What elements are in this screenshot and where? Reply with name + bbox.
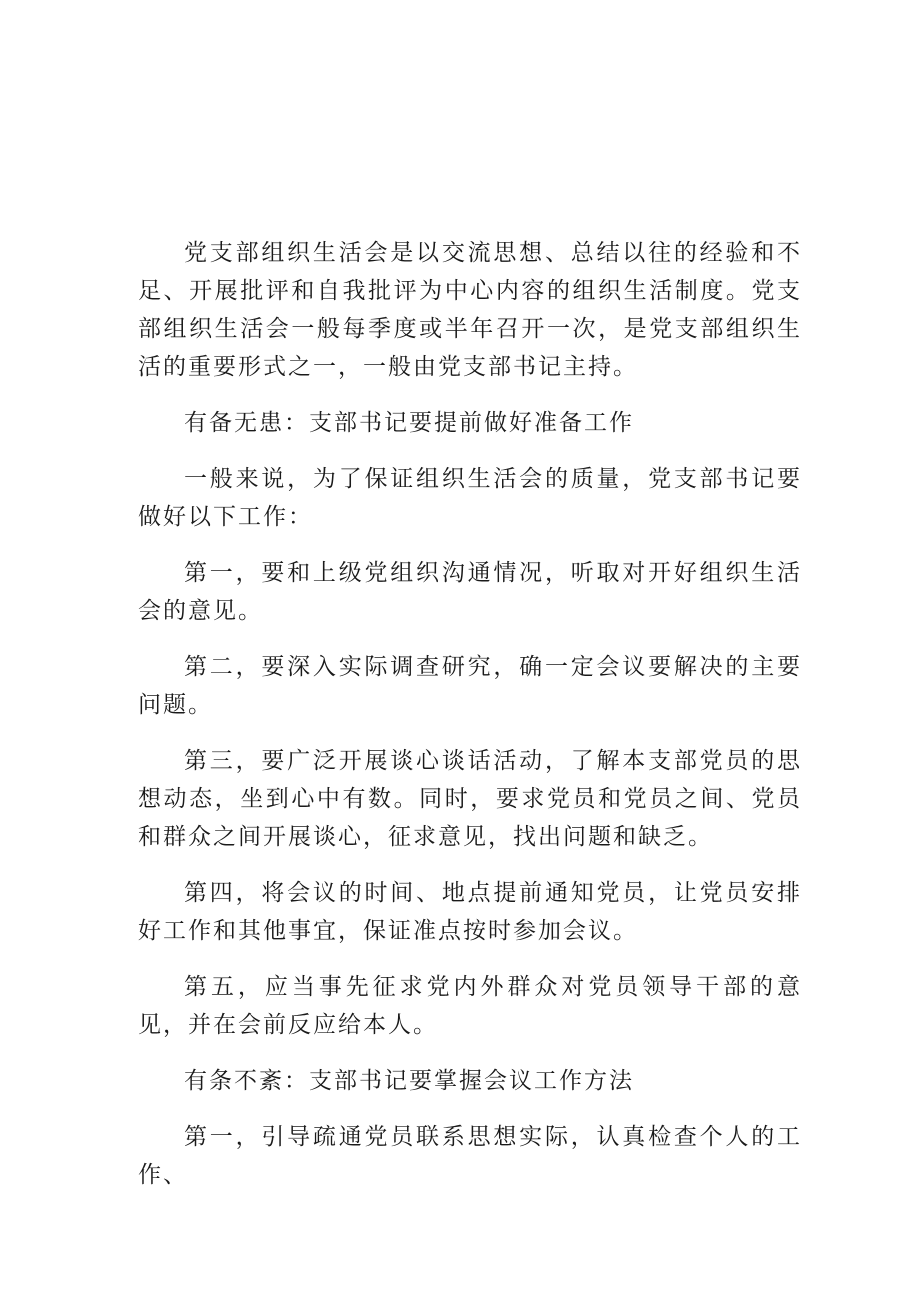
section-heading-method: 有条不紊：支部书记要掌握会议工作方法	[184, 1068, 634, 1094]
preparation-item-2: 第二，要深入实际调查研究，确一定会议要解决的主要问题。	[138, 654, 802, 718]
preparation-item-1: 第一，要和上级党组织沟通情况，听取对开好组织生活会的意见。	[138, 560, 802, 624]
preparation-item-5: 第五，应当事先征求党内外群众对党员领导干部的意见，并在会前反应给本人。	[138, 974, 802, 1038]
preparation-item-3: 第三，要广泛开展谈心谈话活动，了解本支部党员的思想动态，坐到心中有数。同时，要求党员和党员之间、党员和群众之间开展谈心，征求意见，找出问题和缺乏。	[138, 748, 802, 850]
document-body	[138, 234, 802, 1212]
preparation-item-4: 第四，将会议的时间、地点提前通知党员，让党员安排好工作和其他事宜，保证准点按时参加会议。	[138, 880, 802, 944]
preparation-intro-paragraph: 一般来说，为了保证组织生活会的质量，党支部书记要做好以下工作：	[138, 466, 802, 530]
intro-paragraph: 党支部组织生活会是以交流思想、总结以往的经验和不足、开展批评和自我批评为中心内容的组织生活制度。党支部组织生活会一般每季度或半年召开一次，是党支部组织生活的重要形式之一，一般由党支部书记主持。	[138, 240, 802, 380]
method-item-1: 第一，引导疏通党员联系思想实际，认真检查个人的工作、	[138, 1124, 802, 1188]
section-heading-preparation: 有备无患：支部书记要提前做好准备工作	[184, 410, 634, 436]
